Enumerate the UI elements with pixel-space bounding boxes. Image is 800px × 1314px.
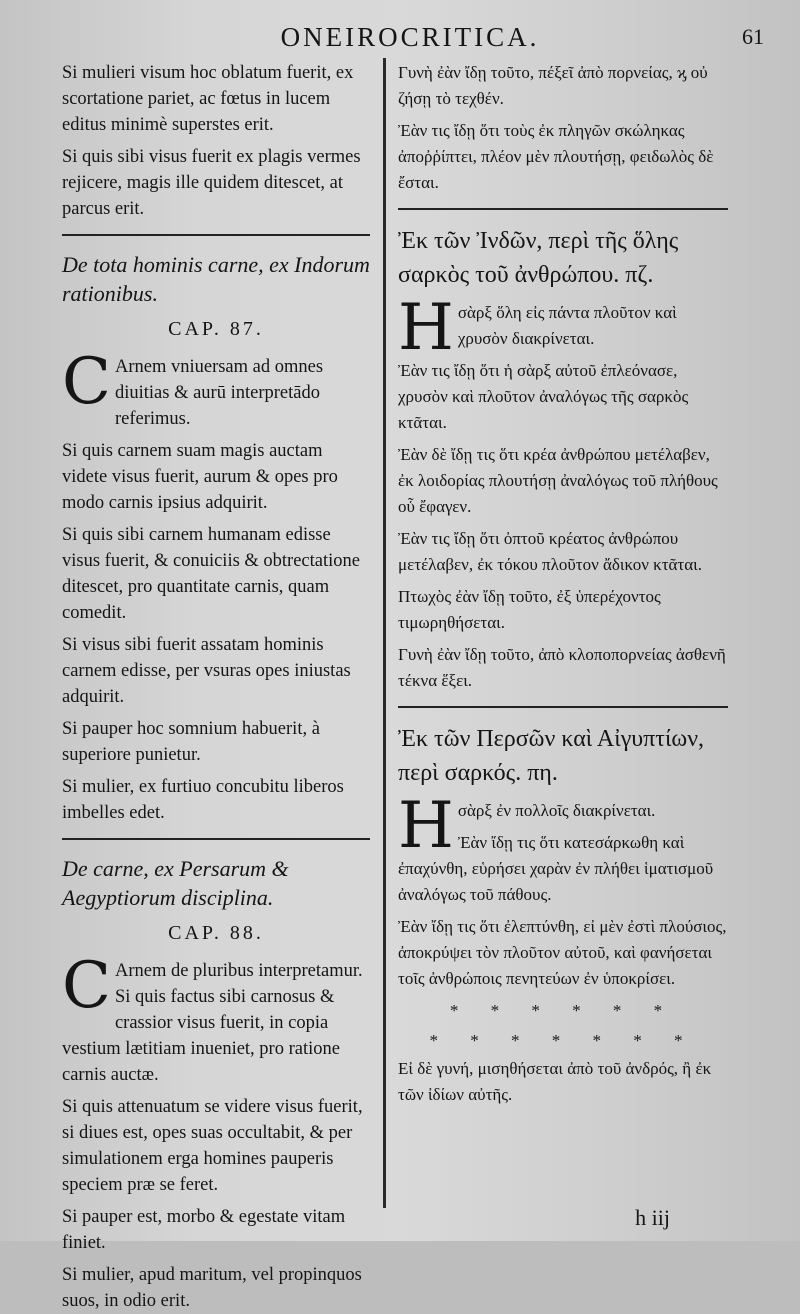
chapter-number: CAP. 88. xyxy=(168,922,264,944)
greek-column xyxy=(398,60,728,1201)
paragraph xyxy=(398,291,728,365)
paragraph-text: Arnem de pluribus interpretamur. Si quis factus sibi carnosus & crassior visus fuerit, in copia vestium lætitiam inueniet, pro ratione carnis auctæ. xyxy=(62,961,363,1085)
running-title: ONEIROCRITICA. xyxy=(280,22,540,52)
drop-cap: C xyxy=(62,949,111,1023)
section-rule xyxy=(398,208,728,210)
drop-cap: C xyxy=(62,345,111,419)
section-rule xyxy=(398,706,728,708)
paragraph: Ἐὰν τις ἴδῃ ὅτι ὀπτοῦ κρέατος ἀνθρώπου μετέλαβεν, ἐκ τόκου πλοῦτον ἄδικον κτᾶται. xyxy=(398,529,702,574)
paragraph-text: σὰρξ ἐν πολλοῖς διακρίνεται. xyxy=(457,801,656,820)
paragraph: Si mulier, apud maritum, vel propinquos suos, in odio erit. xyxy=(62,1265,362,1311)
paragraph: Si quis attenuatum se videre visus fuerit, si diues est, opes suas occultabit, & per simulationem erga homines pauperis speciem præ se feret. xyxy=(62,1097,363,1195)
paragraph: Si pauper est, morbo & egestate vitam finiet. xyxy=(62,1207,346,1253)
drop-cap: Η xyxy=(398,291,454,365)
paragraph xyxy=(398,789,728,863)
paragraph: Si quis sibi carnem humanam edisse visus fuerit, & conuiciis & obtrectatione ditescet, pro quantitate carnis, quam comedit. xyxy=(62,525,360,623)
section-title: Ἐκ τῶν Περσῶν καὶ Αἰγυπτίων, περὶ σαρκός. πη. xyxy=(398,726,705,786)
section-title: De tota hominis carne, ex Indorum rationibus. xyxy=(62,252,370,306)
paragraph: Ἐὰν ἴδῃ τις ὅτι ἐλεπτύνθη, εἰ μὲν ἐστὶ πλούσιος, ἀποκρύψει τὸν πλοῦτον αὐτοῦ, καὶ φανήσεται τοῖς ἀνθρώποις πενητεύων ἐν ὑποκρίσει. xyxy=(398,917,727,988)
paragraph: Si quis carnem suam magis auctam videte visus fuerit, aurum & opes pro modo carnis ipsius adquirit. xyxy=(62,441,338,513)
section-title: Ἐκ τῶν Ἰνδῶν, περὶ τῆς ὅλης σαρκὸς τοῦ ἀνθρώπου. πζ. xyxy=(398,228,679,288)
latin-column xyxy=(62,60,370,1311)
chapter-number: CAP. 87. xyxy=(168,318,264,340)
paragraph: Si mulier, ex furtiuo concubitu liberos imbelles edet. xyxy=(62,777,344,823)
paragraph xyxy=(62,345,370,432)
paragraph: Si quis sibi visus fuerit ex plagis vermes rejicere, magis ille quidem ditescet, at parcus erit. xyxy=(62,147,361,219)
paragraph: Si visus sibi fuerit assatam hominis carnem edisse, per vsuras opes iniustas adquirit. xyxy=(62,635,351,707)
page-number: 61 xyxy=(742,24,764,49)
paragraph: Ἐὰν ἴδῃ τις ὅτι κατεσάρκωθη καὶ ἐπαχύνθη, εὑρήσει χαρὰν ἐν πλήθει ἱματισμοῦ ἀναλόγως τοῦ πάθους. xyxy=(398,833,714,904)
paragraph-text: σὰρξ ὅλη εἰς πάντα πλοῦτον καὶ χρυσὸν διακρίνεται. xyxy=(457,303,677,348)
paragraph: Γυνὴ ἐὰν ἴδῃ τοῦτο, ἀπὸ κλοποπορνείας ἀσθενῆ τέκνα ἕξει. xyxy=(398,645,726,690)
section-rule xyxy=(62,234,370,236)
paragraph: Ἐὰν τις ἴδῃ ὅτι ἡ σὰρξ αὐτοῦ ἐπλεόνασε, χρυσὸν καὶ πλοῦτον ἀναλόγως τῆς σαρκὸς κτᾶται. xyxy=(398,361,689,432)
paragraph: Ἐὰν δὲ ἴδῃ τις ὅτι κρέα ἀνθρώπου μετέλαβεν, ἐκ λοιδορίας πλουτήσῃ ἀναλόγως τοῦ πλήθους οὗ ἔφαγεν. xyxy=(398,445,718,516)
lacuna-stars: * * * * * * xyxy=(449,1001,677,1020)
signature-mark: h iij xyxy=(635,1205,670,1230)
section-title: De carne, ex Persarum & Aegyptiorum disciplina. xyxy=(62,856,289,910)
paragraph: Si pauper hoc somnium habuerit, à superiore punietur. xyxy=(62,719,320,765)
paragraph: Γυνὴ ἐὰν ἴδῃ τοῦτο, πέξεῖ ἀπὸ πορνείας, ϗ οὐ ζήσῃ τὸ τεχθέν. xyxy=(398,63,708,108)
lacuna-stars: * * * * * * * xyxy=(429,1031,697,1050)
paragraph: Si mulieri visum hoc oblatum fuerit, ex scortatione pariet, ac fœtus in lucem editus minimè superstes erit. xyxy=(62,63,354,135)
paragraph: Ἐὰν τις ἴδῃ ὅτι τοὺς ἐκ πληγῶν σκώληκας ἀποῤῥίπτει, πλέον μὲν πλουτήσῃ, φειδωλὸς δὲ ἔσται. xyxy=(398,121,714,192)
section-rule xyxy=(62,838,370,840)
drop-cap: Η xyxy=(398,789,454,863)
paragraph xyxy=(62,949,370,1088)
column-divider xyxy=(383,58,386,1208)
paragraph: Εἰ δὲ γυνή, μισηθήσεται ἀπὸ τοῦ ἀνδρός, ἢ ἐκ τῶν ἰδίων αὐτῆς. xyxy=(398,1059,712,1104)
paragraph-text: Arnem vniuersam ad omnes diuitias & aurū interpretādo referimus. xyxy=(114,357,324,429)
paragraph: Πτωχὸς ἐὰν ἴδῃ τοῦτο, ἐξ ὑπερέχοντος τιμωρηθήσεται. xyxy=(398,587,661,632)
